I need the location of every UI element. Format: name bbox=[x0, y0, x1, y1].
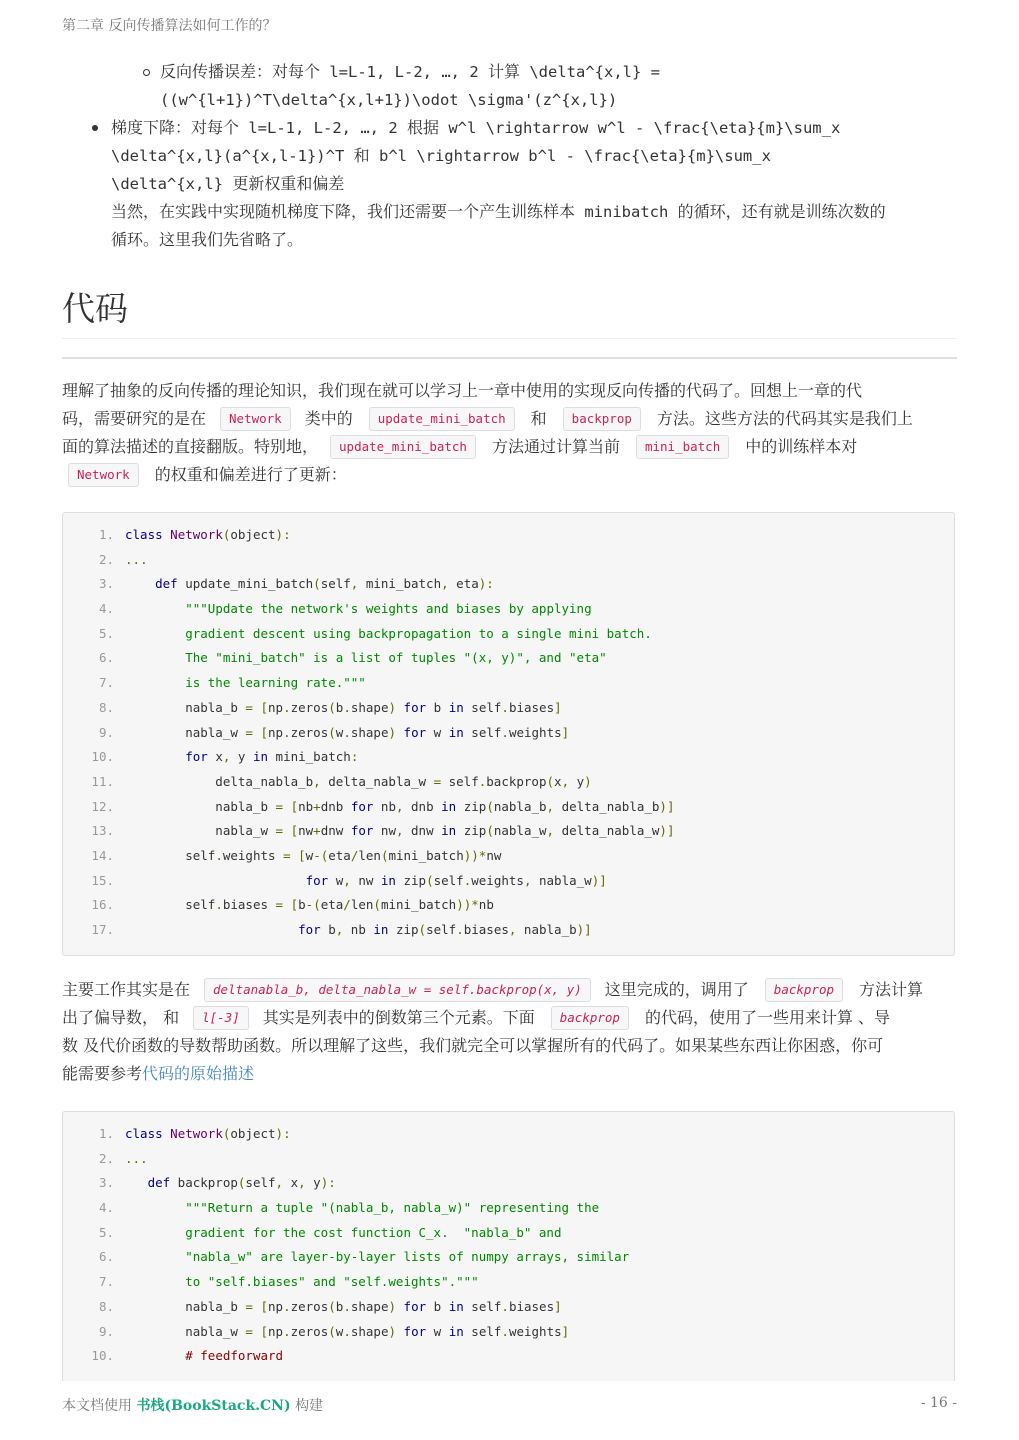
code-line bbox=[63, 795, 954, 820]
line-number: 10. bbox=[91, 749, 114, 765]
explanation-paragraph bbox=[62, 976, 957, 1088]
page-number: - 16 - bbox=[920, 1395, 957, 1411]
code-line bbox=[63, 548, 954, 573]
title-underline bbox=[62, 338, 957, 339]
code-text: to "self.biases" and "self.weights".""" bbox=[125, 1274, 479, 1290]
paragraph-text: 这里完成的，调用了 bbox=[604, 980, 749, 999]
inline-code: Network bbox=[68, 463, 139, 487]
line-number: 3. bbox=[98, 576, 114, 592]
line-number: 3. bbox=[98, 1175, 114, 1191]
formula-delta: \delta^{x,l} = bbox=[520, 63, 660, 81]
list-item-text: 更新权重和偏差 bbox=[232, 174, 345, 193]
line-number: 8. bbox=[98, 699, 114, 715]
code-text: The "mini_batch" is a list of tuples "(x, y)", and "eta" bbox=[125, 650, 607, 666]
paragraph-text: 的代码，使用了一些用来计算 、导 bbox=[644, 1008, 891, 1027]
algorithm-list bbox=[62, 58, 957, 254]
code-text: def update_mini_batch(self, mini_batch, eta): bbox=[155, 576, 494, 592]
code-text: nabla_b = [np.zeros(b.shape) for b in self.biases] bbox=[125, 699, 562, 715]
line-number: 1. bbox=[98, 1126, 114, 1141]
paragraph-text: 中的训练样本对 bbox=[745, 437, 858, 456]
code-line bbox=[63, 869, 954, 894]
list-item-gradient-descent bbox=[62, 114, 957, 254]
code-line bbox=[63, 745, 954, 770]
section-divider bbox=[62, 357, 957, 359]
code-line bbox=[63, 1245, 954, 1270]
formula-range: l=L-1, L-2, …, 2 bbox=[320, 63, 488, 81]
line-number: 6. bbox=[98, 1249, 114, 1265]
original-code-link[interactable]: 代码的原始描述 bbox=[142, 1064, 255, 1083]
code-line bbox=[63, 1320, 954, 1345]
line-number: 5. bbox=[98, 625, 114, 641]
list-item-label: 反向传播误差：对每个 bbox=[160, 62, 321, 81]
code-line bbox=[63, 597, 954, 622]
code-line bbox=[63, 1171, 954, 1196]
code-text: self.weights = [w-(eta/len(mini_batch))*nw bbox=[125, 847, 502, 863]
note-code: minibatch bbox=[575, 203, 678, 221]
code-line bbox=[63, 1295, 954, 1320]
solid-bullet-icon bbox=[92, 125, 98, 131]
code-text: "nabla_w" are layer-by-layer lists of numpy arrays, similar bbox=[125, 1249, 630, 1265]
line-number: 14. bbox=[91, 847, 114, 863]
code-text: nabla_b = [np.zeros(b.shape) for b in self.biases] bbox=[125, 1298, 562, 1314]
paragraph-text: 码，需要研究的是在 bbox=[62, 409, 207, 428]
footer-text: 本文档使用 bbox=[62, 1398, 132, 1414]
code-text: ... bbox=[125, 551, 148, 567]
code-text: nabla_b = [nb+dnb for nb, dnb in zip(nabla_b, delta_nabla_b)] bbox=[125, 798, 675, 814]
footer-text: 构建 bbox=[295, 1398, 324, 1414]
code-text: for w, nw in zip(self.weights, nabla_w)] bbox=[305, 872, 607, 888]
code-text: """Update the network's weights and biases by applying bbox=[185, 601, 592, 617]
paragraph-text: 方法通过计算当前 bbox=[491, 437, 620, 456]
code-line bbox=[63, 572, 954, 597]
code-text: delta_nabla_b, delta_nabla_w = self.backprop(x, y) bbox=[125, 773, 592, 789]
code-text: nabla_w = [np.zeros(w.shape) for w in self.weights] bbox=[125, 1323, 570, 1339]
paragraph-text: 理解了抽象的反向传播的理论知识，我们现在就可以学习上一章中使用的实现反向传播的代码了。回想上一章的代 bbox=[62, 381, 863, 400]
code-line bbox=[63, 1122, 954, 1147]
line-number: 4. bbox=[98, 601, 114, 617]
line-number: 2. bbox=[98, 551, 114, 567]
inline-code: backprop bbox=[765, 978, 843, 1002]
page-header-chapter: 第二章 反向传播算法如何工作的？ bbox=[62, 18, 277, 34]
paragraph-text: 和 bbox=[530, 409, 547, 428]
line-number: 8. bbox=[98, 1298, 114, 1314]
code-text: class Network(object): bbox=[125, 1126, 291, 1141]
code-text: ... bbox=[125, 1150, 148, 1166]
line-number: 2. bbox=[98, 1150, 114, 1166]
inline-code: update_mini_batch bbox=[369, 407, 515, 431]
line-number: 7. bbox=[98, 675, 114, 691]
note-text: 当然，在实践中实现随机梯度下降，我们还需要一个产生训练样本 bbox=[111, 202, 576, 221]
formula-weight-update: w^l \rightarrow w^l - \frac{\eta}{m}\sum_x bbox=[439, 119, 841, 137]
code-text: def backprop(self, x, y): bbox=[147, 1175, 336, 1191]
inline-code: l[-3] bbox=[193, 1006, 249, 1030]
code-block-update-mini-batch bbox=[62, 512, 955, 956]
code-line bbox=[63, 646, 954, 671]
paragraph-text: 主要工作其实是在 bbox=[62, 980, 191, 999]
paragraph-text: 类中的 bbox=[304, 409, 353, 428]
line-number: 13. bbox=[91, 823, 114, 839]
code-block-backprop bbox=[62, 1111, 955, 1381]
list-item-backprop-error bbox=[62, 58, 957, 114]
code-line bbox=[63, 671, 954, 696]
line-number: 15. bbox=[91, 872, 114, 888]
code-line bbox=[63, 1196, 954, 1221]
paragraph-text: 出了偏导数， 和 bbox=[62, 1008, 180, 1027]
line-number: 10. bbox=[91, 1348, 114, 1364]
line-number: 4. bbox=[98, 1200, 114, 1216]
code-line bbox=[63, 1270, 954, 1295]
code-text: gradient descent using backpropagation to a single mini batch. bbox=[125, 625, 652, 641]
hollow-bullet-icon bbox=[143, 69, 150, 76]
paragraph-text: 其实是列表中的倒数第三个元素。下面 bbox=[262, 1008, 535, 1027]
code-text: gradient for the cost function C_x. "nabla_b" and bbox=[125, 1224, 562, 1240]
line-number: 9. bbox=[98, 1323, 114, 1339]
formula-weight-update-cont: \delta^{x,l}(a^{x,l-1})^T bbox=[111, 147, 354, 165]
line-number: 6. bbox=[98, 650, 114, 666]
paragraph-text: 方法计算 bbox=[859, 980, 924, 999]
code-line bbox=[63, 844, 954, 869]
paragraph-text: 面的算法描述的直接翻版。特别地， bbox=[62, 437, 319, 456]
note-text: 的循环，还有就是训练次数的 bbox=[677, 202, 886, 221]
code-line bbox=[63, 622, 954, 647]
intro-paragraph bbox=[62, 377, 957, 489]
code-text: is the learning rate.""" bbox=[125, 675, 366, 691]
code-text: for x, y in mini_batch: bbox=[185, 749, 359, 765]
list-item-text: 和 bbox=[353, 146, 370, 165]
formula-bias-update: b^l \rightarrow b^l - \frac{\eta}{m}\sum_x bbox=[369, 147, 771, 165]
paragraph-text: 数 及代价函数的导数帮助函数。所以理解了这些，我们就完全可以掌握所有的代码了。如果某些东西让你困惑，你可 bbox=[62, 1036, 884, 1055]
inline-code: Network bbox=[220, 407, 291, 431]
page-footer bbox=[62, 1395, 323, 1415]
paragraph-text: 的权重和偏差进行了更新： bbox=[154, 465, 347, 484]
section-title: 代码 bbox=[62, 289, 128, 328]
bookstack-link[interactable]: 书栈(BookStack.CN) bbox=[136, 1398, 291, 1414]
code-text: for b, nb in zip(self.biases, nabla_b)] bbox=[298, 922, 592, 937]
list-item-text: 根据 bbox=[407, 118, 440, 137]
inline-code: update_mini_batch bbox=[330, 435, 476, 459]
line-number: 16. bbox=[91, 897, 114, 913]
note-text: 循环。这里我们先省略了。 bbox=[111, 230, 304, 249]
inline-code: backprop bbox=[551, 1006, 629, 1030]
line-number: 5. bbox=[98, 1224, 114, 1240]
line-number: 7. bbox=[98, 1274, 114, 1290]
formula-delta-cont: ((w^{l+1})^T\delta^{x,l+1})\odot \sigma'(z^{x,l}) bbox=[160, 91, 618, 109]
code-line bbox=[63, 1344, 954, 1369]
list-item-text: 计算 bbox=[488, 62, 521, 81]
paragraph-text: 能需要参考 bbox=[62, 1064, 143, 1083]
code-line bbox=[63, 1221, 954, 1246]
inline-code: deltanabla_b, delta_nabla_w = self.backprop(x, y) bbox=[204, 978, 591, 1002]
line-number: 17. bbox=[91, 922, 114, 937]
code-text: self.biases = [b-(eta/len(mini_batch))*nb bbox=[125, 897, 494, 913]
code-line bbox=[63, 721, 954, 746]
code-line bbox=[63, 696, 954, 721]
paragraph-text: 方法。这些方法的代码其实是我们上 bbox=[656, 409, 913, 428]
inline-code: backprop bbox=[563, 407, 641, 431]
code-text: class Network(object): bbox=[125, 527, 291, 542]
line-number: 11. bbox=[91, 773, 114, 789]
code-text: """Return a tuple "(nabla_b, nabla_w)" representing the bbox=[185, 1200, 600, 1216]
formula-range: l=L-1, L-2, …, 2 bbox=[239, 119, 407, 137]
code-line bbox=[63, 1147, 954, 1172]
code-text: nabla_w = [np.zeros(w.shape) for w in self.weights] bbox=[125, 724, 570, 740]
formula-bias-update-cont: \delta^{x,l} bbox=[111, 175, 233, 193]
code-text: # feedforward bbox=[185, 1348, 284, 1364]
code-text: nabla_w = [nw+dnw for nw, dnw in zip(nabla_w, delta_nabla_w)] bbox=[125, 823, 675, 839]
code-line bbox=[63, 523, 954, 548]
line-number: 9. bbox=[98, 724, 114, 740]
code-line bbox=[63, 819, 954, 844]
list-item-label: 梯度下降：对每个 bbox=[111, 118, 240, 137]
code-line bbox=[63, 918, 954, 943]
code-line bbox=[63, 893, 954, 918]
inline-code: mini_batch bbox=[636, 435, 729, 459]
line-number: 1. bbox=[98, 527, 114, 542]
code-line bbox=[63, 770, 954, 795]
line-number: 12. bbox=[91, 798, 114, 814]
